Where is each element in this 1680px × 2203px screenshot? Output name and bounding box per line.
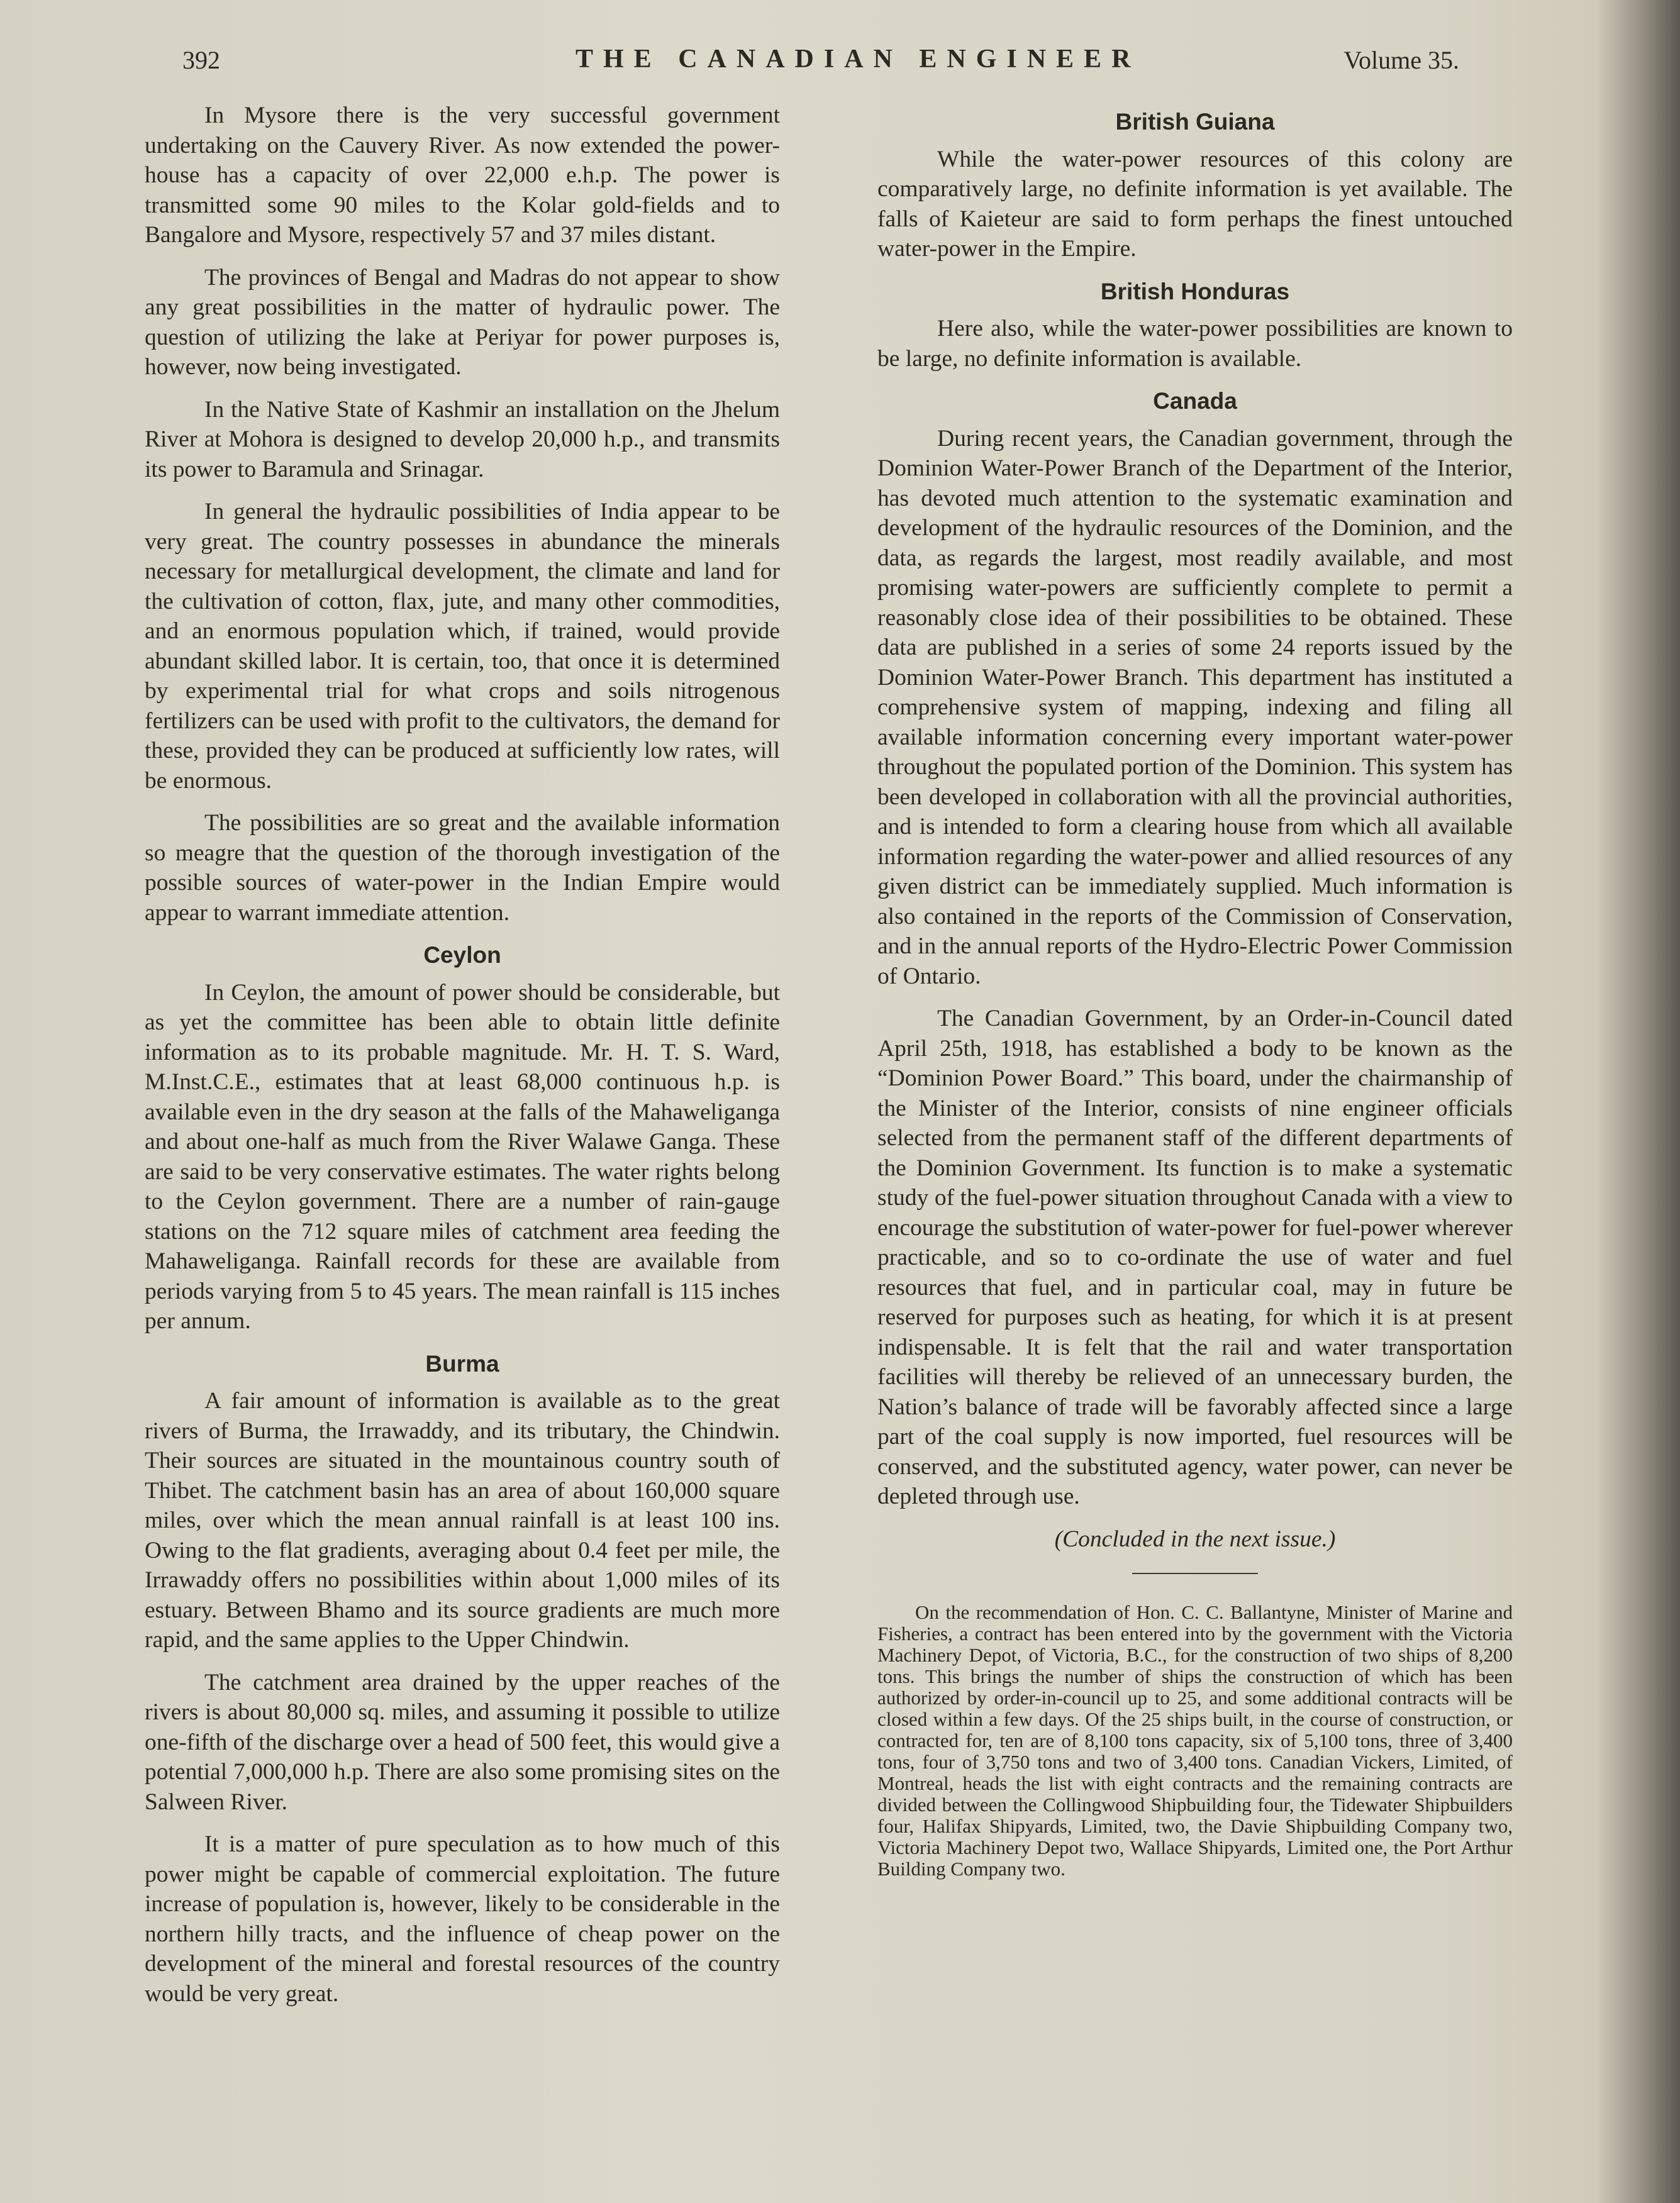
- paragraph-british-guiana: While the water-power resources of this colony are comparatively large, no definite information is yet available. The falls of Kaieteur are said to form perhaps the finest untouched water-power in the Empire.: [877, 146, 1513, 262]
- heading-ceylon: Ceylon: [423, 942, 501, 968]
- heading-canada: Canada: [1153, 388, 1237, 414]
- heading-british-honduras: British Honduras: [1100, 278, 1290, 304]
- paragraph-burma-catchment: The catchment area drained by the upper reaches of the rivers is about 80,000 sq. miles, and assuming it possible to utilize one-fifth of the discharge over a head of 500 feet, this would give a potential 7,000,000 h.p. There are also some promising sites on the Salween River.: [145, 1669, 780, 1815]
- page-number: 392: [182, 46, 220, 74]
- paragraph-mysore: In Mysore there is the very successful government undertaking on the Cauvery River. As now extended the power-house has a capacity of over 22,000 e.h.p. The power is transmitted some 90 miles to the Kolar gold-fields and to Bangalore and Mysore, respectively 57 and 37 miles distant.: [145, 103, 780, 248]
- paragraph-british-honduras: Here also, while the water-power possibilities are known to be large, no definite information is available.: [877, 316, 1513, 372]
- paragraph-burma-speculation: It is a matter of pure speculation as to how much of this power might be capable of commercial exploitation. The future increase of population is, however, likely to be considerable in the northern hilly tracts, and the influence of cheap power on the development of the mineral and forestal resources of the country would be very great.: [145, 1831, 780, 2007]
- news-item-text: On the recommendation of Hon. C. C. Ballantyne, Minister of Marine and Fisheries, a contract has been entered into by the government with the Victoria Machinery Depot, of Victoria, B.C., for the construction of two ships of 8,200 tons. This brings the number of ships the construction of which has been authorized by order-in-council up to 25, and some additional contracts will be closed within a few days. Of the 25 ships built, in the course of construction, or contracted for, ten are of 8,100 tons capacity, six of 5,100 tons, three of 3,400 tons, four of 3,750 tons and two of 3,400 tons. Canadian Vickers, Limited, of Montreal, heads the list with eight contracts and the remaining contracts are divided between the Collingwood Shipbuilding four, the Tidewater Shipbuilders four, Halifax Shipyards, Limited, two, the Davie Shipbuilding Company two, Victoria Machinery Depot two, Wallace Shipyards, Limited one, the Port Arthur Building Company two.: [877, 1601, 1513, 1880]
- paragraph-bengal-madras: The provinces of Bengal and Madras do not appear to show any great possibilities in the matter of hydraulic power. The question of utilizing the lake at Periyar for power purposes is, however, now being investigated.: [145, 264, 780, 380]
- paragraph-burma-rivers: A fair amount of information is available as to the great rivers of Burma, the Irrawaddy, and its tributary, the Chindwin. Their sources are situated in the mountainous country south of Thibet. The catchment basin has an area of about 160,000 square miles, over which the mean annual rainfall is at least 100 ins. Owing to the flat gradients, averaging about 0.4 feet per mile, the Irrawaddy offers no possibilities within about 1,000 miles of its estuary. Between Bhamo and its source gradients are much more rapid, and the same applies to the Upper Chindwin.: [145, 1388, 780, 1653]
- paragraph-india-general: In general the hydraulic possibilities of India appear to be very great. The country possesses in abundance the minerals necessary for metallurgical development, the climate and land for the cultivation of cotton, flax, jute, and many other commodities, and an enormous population which, if trained, would provide abundant skilled labor. It is certain, too, that once it is determined by experimental trial for what crops and soils nitrogenous fertilizers can be used with profit to the cultivators, the demand for these, provided they can be produced at sufficiently low rates, will be enormous.: [145, 499, 780, 794]
- paragraph-canada-survey: During recent years, the Canadian government, through the Dominion Water-Power Branch of the Department of the Interior, has devoted much attention to the systematic examination and development of the hydraulic resources of the Dominion, and the data, as regards the largest, most readily available, and most promising water-powers are sufficiently complete to permit a reasonably close idea of their possibilities to be obtained. These data are published in a series of some 24 reports issued by the Dominion Water-Power Branch. This department has instituted a comprehensive system of mapping, indexing and filing all available information concerning every important water-power throughout the populated portion of the Dominion. This system has been developed in collaboration with all the provincial authorities, and is intended to form a clearing house from which all available information regarding the water-power and allied resources of any given district can be immediately supplied. Much information is also contained in the reports of the Commission of Conservation, and in the annual reports of the Hydro-Electric Power Commission of Ontario.: [877, 425, 1513, 989]
- volume-label: Volume 35.: [1343, 46, 1459, 74]
- paragraph-canada-power-board: The Canadian Government, by an Order-in-Council dated April 25th, 1918, has established a body to be known as the “Dominion Power Board.” This board, under the chairmanship of the Minister of the Interior, consists of nine engineer officials selected from the permanent staff of the different departments of the Dominion Government. Its function is to make a systematic study of the fuel-power situation throughout Canada with a view to encourage the substitution of water-power for fuel-power wherever practicable, and so to co-ordinate the use of water and fuel resources that fuel, and in particular coal, may in future be reserved for purposes such as heating, for which it is at present indispensable. It is felt that the rail and water transportation facilities will thereby be relieved of an unnecessary burden, the Nation’s balance of trade will be favorably affected since a large part of the coal supply is now imported, fuel resources will be conserved, and the substituted agency, water power, can never be depleted through use.: [877, 1006, 1513, 1509]
- left-column: [145, 101, 780, 2021]
- paragraph-india-possibilities: The possibilities are so great and the available information so meagre that the question of the thorough investigation of the possible sources of water-power in the Indian Empire would appear to warrant immediate attention.: [145, 810, 780, 926]
- page-header: [182, 39, 1459, 77]
- heading-burma: Burma: [425, 1350, 499, 1377]
- heading-british-guiana: British Guiana: [1115, 109, 1275, 135]
- journal-title: THE CANADIAN ENGINEER: [576, 45, 1141, 74]
- paragraph-kashmir: In the Native State of Kashmir an installation on the Jhelum River at Mohora is designed to develop 20,000 h.p., and transmits its power to Baramula and Srinagar.: [145, 396, 780, 482]
- news-item: [877, 1602, 1513, 1880]
- section-divider: [1132, 1573, 1258, 1574]
- continued-note: (Concluded in the next issue.): [1054, 1526, 1336, 1552]
- right-column: [877, 101, 1513, 1892]
- paragraph-ceylon: In Ceylon, the amount of power should be considerable, but as yet the committee has been able to obtain little definite information as to its probable magnitude. Mr. H. T. S. Ward, M.Inst.C.E., estimates that at least 68,000 continuous h.p. is available even in the dry season at the falls of the Mahaweliganga and about one-half as much from the River Walawe Ganga. These are said to be very conservative estimates. The water rights belong to the Ceylon government. There are a number of rain-gauge stations on the 712 square miles of catchment area feeding the Mahaweliganga. Rainfall records for these are available from periods varying from 5 to 45 years. The mean rainfall is 115 inches per annum.: [145, 979, 780, 1334]
